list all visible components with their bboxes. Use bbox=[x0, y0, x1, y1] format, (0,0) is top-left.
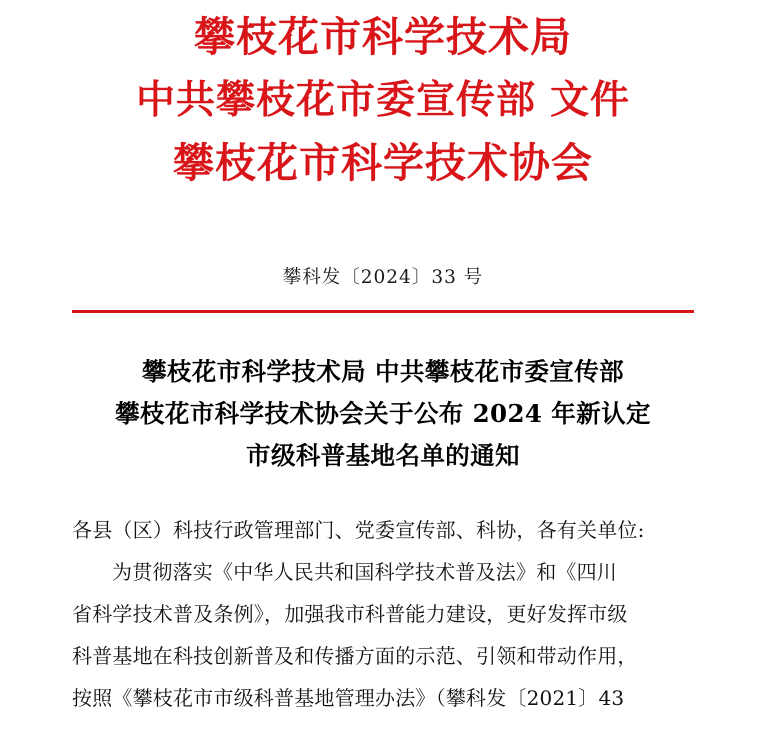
masthead-line-3-text: 攀枝花市科学技术协会 bbox=[173, 139, 593, 187]
body-line-2: 为贯彻落实《中华人民共和国科学技术普及法》和《四川 bbox=[112, 559, 617, 584]
document-number: 攀科发〔2024〕33 号 bbox=[282, 267, 484, 288]
body-line-4: 科普基地在科技创新普及和传播方面的示范、引领和带动作用， bbox=[72, 643, 638, 668]
document-number-block bbox=[72, 265, 694, 313]
masthead-line-1 bbox=[72, 6, 694, 69]
masthead bbox=[72, 0, 694, 195]
document-body bbox=[72, 509, 694, 719]
masthead-line-2 bbox=[72, 69, 694, 132]
body-line-3: 省科学技术普及条例》，加强我市科普能力建设，更好发挥市级 bbox=[72, 601, 628, 626]
title-line-2: 攀枝花市科学技术协会关于公布 2024 年新认定 bbox=[115, 398, 651, 428]
red-divider-rule bbox=[72, 310, 694, 313]
masthead-line-2-text: 中共攀枝花市委宣传部 bbox=[135, 77, 536, 123]
title-line-1: 攀枝花市科学技术局 中共攀枝花市委宣传部 bbox=[141, 356, 625, 386]
masthead-line-1-text: 攀枝花市科学技术局 bbox=[194, 13, 572, 61]
masthead-document-label: 文件 bbox=[550, 77, 631, 123]
masthead-line-3 bbox=[72, 132, 694, 195]
body-line-5: 按照《攀枝花市市级科普基地管理办法》（攀科发〔2021〕43 bbox=[72, 685, 625, 710]
body-line-1: 各县（区）科技行政管理部门、党委宣传部、科协，各有关单位: bbox=[72, 517, 645, 542]
document-title bbox=[72, 351, 694, 477]
title-line-3: 市级科普基地名单的通知 bbox=[246, 440, 520, 470]
